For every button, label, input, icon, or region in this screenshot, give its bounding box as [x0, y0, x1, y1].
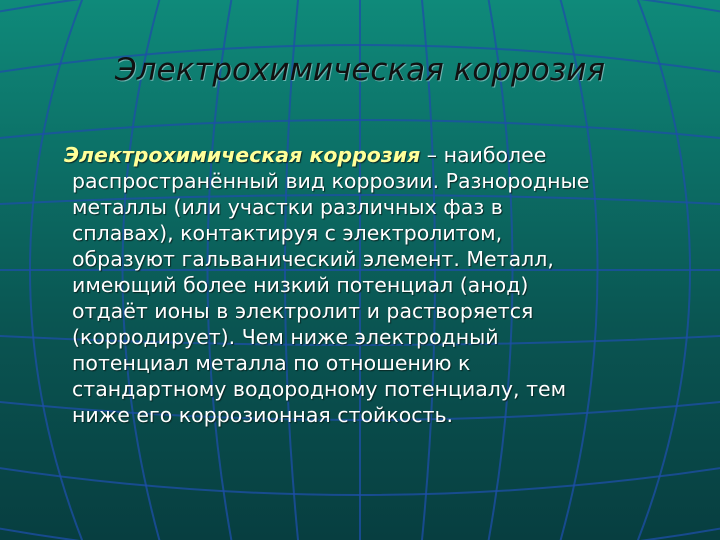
text-line: металлы (или участки различных фаз в — [72, 195, 503, 219]
text-line — [64, 142, 662, 168]
slide-title: Электрохимическая коррозия — [115, 52, 605, 88]
text-line: образуют гальванический элемент. Металл, — [72, 247, 554, 271]
text-line: стандартному водородному потенциалу, тем — [72, 377, 567, 401]
text-line: сплавах), контактируя с электролитом, — [72, 221, 503, 245]
text-line: отдаёт ионы в электролит и растворяется — [72, 299, 534, 323]
text-line: распространённый вид коррозии. Разнородные — [72, 169, 590, 193]
text-line: ниже его коррозионная стойкость. — [72, 403, 454, 427]
text-line-part: – наиболее — [420, 143, 547, 167]
slide-body — [64, 142, 662, 428]
text-line: (корродирует). Чем ниже электродный — [72, 325, 499, 349]
text-line: потенциал металла по отношению к — [72, 351, 471, 375]
term-highlight: Электрохимическая коррозия — [64, 143, 421, 167]
text-line: имеющий более низкий потенциал (анод) — [72, 273, 529, 297]
